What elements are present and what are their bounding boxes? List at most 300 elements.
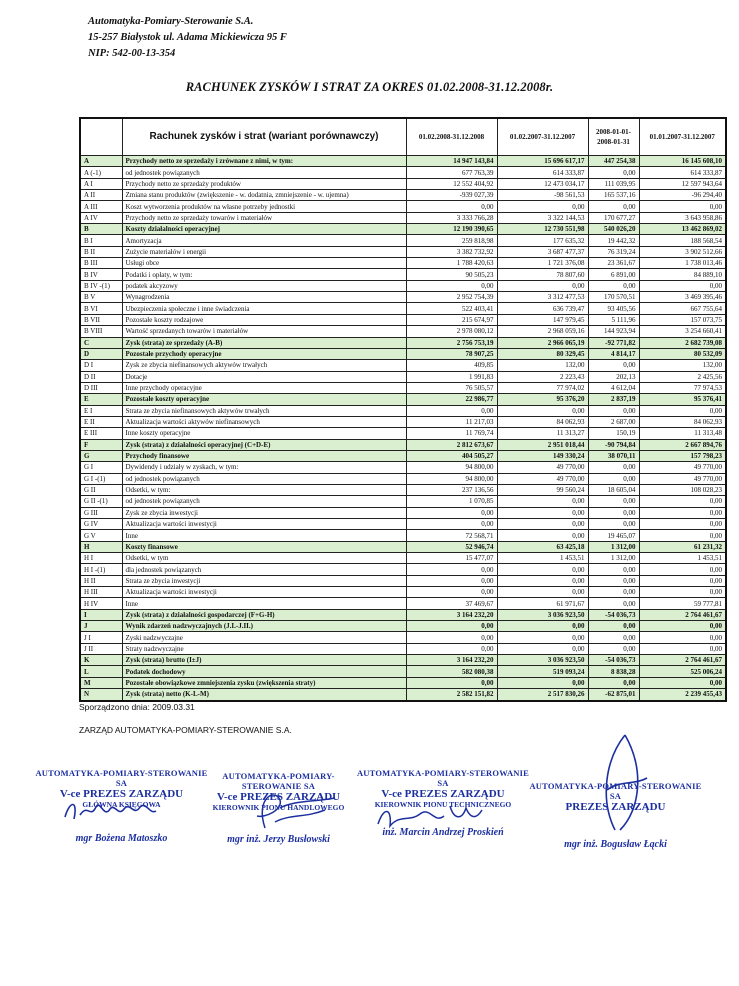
row-value-4: 12 597 943,64 xyxy=(639,178,726,189)
row-value-4: 0,00 xyxy=(639,621,726,632)
row-value-3: 0,00 xyxy=(588,564,639,575)
table-row xyxy=(80,292,726,303)
row-value-2: 0,00 xyxy=(497,575,588,586)
row-value-1: 0,00 xyxy=(406,564,497,575)
row-value-3: 23 361,67 xyxy=(588,258,639,269)
row-value-3: 93 405,56 xyxy=(588,303,639,314)
table-row xyxy=(80,553,726,564)
row-value-2: 636 739,47 xyxy=(497,303,588,314)
row-value-3: 4 814,17 xyxy=(588,348,639,359)
row-value-1: 1 070,85 xyxy=(406,496,497,507)
table-row xyxy=(80,428,726,439)
row-value-2: 0,00 xyxy=(497,405,588,416)
header-col-3: 2008-01-01- 2008-01-31 xyxy=(588,118,639,156)
row-value-4: 1 453,51 xyxy=(639,553,726,564)
row-code: E II xyxy=(80,416,122,427)
handwritten-signature-1 xyxy=(60,795,190,825)
row-value-1: 90 505,23 xyxy=(406,269,497,280)
row-value-3: 0,00 xyxy=(588,643,639,654)
row-value-4: 2 239 455,43 xyxy=(639,689,726,701)
row-value-2: 0,00 xyxy=(497,201,588,212)
row-value-3: 5 111,96 xyxy=(588,314,639,325)
row-label: Podatek dochodowy xyxy=(122,666,406,677)
row-code: D I xyxy=(80,360,122,371)
row-code: A (-1) xyxy=(80,167,122,178)
row-label: Podatki i opłaty, w tym: xyxy=(122,269,406,280)
row-value-4: 84 062,93 xyxy=(639,416,726,427)
table-row xyxy=(80,405,726,416)
row-code: M xyxy=(80,677,122,688)
row-value-4: 2 667 894,76 xyxy=(639,439,726,450)
row-value-1: 0,00 xyxy=(406,587,497,598)
row-value-1: 37 469,67 xyxy=(406,598,497,609)
row-value-2: 49 770,00 xyxy=(497,462,588,473)
row-value-2: 177 635,32 xyxy=(497,235,588,246)
row-code: J II xyxy=(80,643,122,654)
table-row xyxy=(80,643,726,654)
row-value-2: 15 696 617,17 xyxy=(497,156,588,167)
row-value-1: 2 756 753,19 xyxy=(406,337,497,348)
row-code: K xyxy=(80,655,122,666)
row-code: D xyxy=(80,348,122,359)
row-value-1: 0,00 xyxy=(406,575,497,586)
row-value-1: 94 800,00 xyxy=(406,462,497,473)
table-row xyxy=(80,246,726,257)
table-row xyxy=(80,348,726,359)
handwritten-signature-4 xyxy=(585,730,665,840)
row-code: B xyxy=(80,224,122,235)
row-code: H II xyxy=(80,575,122,586)
row-value-3: 76 319,24 xyxy=(588,246,639,257)
header-col-1: 01.02.2008-31.12.2008 xyxy=(406,118,497,156)
row-value-2: 95 376,20 xyxy=(497,394,588,405)
row-value-3: 6 891,00 xyxy=(588,269,639,280)
row-value-4: 49 770,00 xyxy=(639,462,726,473)
row-label: Straty nadzwyczajne xyxy=(122,643,406,654)
row-code: H I -(1) xyxy=(80,564,122,575)
row-value-3: 0,00 xyxy=(588,621,639,632)
row-value-1: 259 818,98 xyxy=(406,235,497,246)
handwritten-signature-2 xyxy=(235,788,345,833)
row-code: H I xyxy=(80,553,122,564)
table-row xyxy=(80,303,726,314)
row-value-3: -54 036,73 xyxy=(588,609,639,620)
row-label: Dotacje xyxy=(122,371,406,382)
row-value-1: -939 027,39 xyxy=(406,190,497,201)
row-value-4: 0,00 xyxy=(639,496,726,507)
row-value-2: 132,00 xyxy=(497,360,588,371)
row-value-4: 95 376,41 xyxy=(639,394,726,405)
table-row xyxy=(80,167,726,178)
row-code: E I xyxy=(80,405,122,416)
row-value-4: 0,00 xyxy=(639,201,726,212)
table-row xyxy=(80,507,726,518)
table-row xyxy=(80,530,726,541)
row-value-3: 0,00 xyxy=(588,405,639,416)
row-value-1: 3 164 232,20 xyxy=(406,609,497,620)
table-header-row xyxy=(80,118,726,156)
row-code: H xyxy=(80,541,122,552)
row-value-1: 0,00 xyxy=(406,280,497,291)
row-value-1: 2 812 673,67 xyxy=(406,439,497,450)
table-row xyxy=(80,382,726,393)
row-value-4: 3 254 660,41 xyxy=(639,326,726,337)
stamp-name: inż. Marcin Andrzej Proskień xyxy=(382,827,504,838)
row-label: Odsetki, w tym: xyxy=(122,484,406,495)
row-value-1: 1 991,83 xyxy=(406,371,497,382)
stamp-role: V-ce PREZES ZARZĄDU xyxy=(381,788,505,800)
row-value-3: 170 570,51 xyxy=(588,292,639,303)
row-value-2: 0,00 xyxy=(497,496,588,507)
row-code: J xyxy=(80,621,122,632)
row-label: Zysk ze zbycia niefinansowych aktywów trwałych xyxy=(122,360,406,371)
row-value-3: 144 923,94 xyxy=(588,326,639,337)
row-value-1: 582 080,38 xyxy=(406,666,497,677)
row-code: F xyxy=(80,439,122,450)
row-value-1: 78 907,25 xyxy=(406,348,497,359)
row-value-3: 0,00 xyxy=(588,201,639,212)
row-value-3: 1 312,00 xyxy=(588,541,639,552)
row-value-2: 99 560,24 xyxy=(497,484,588,495)
row-value-4: 0,00 xyxy=(639,575,726,586)
row-value-3: 165 537,16 xyxy=(588,190,639,201)
row-value-2: 84 062,93 xyxy=(497,416,588,427)
row-code: A III xyxy=(80,201,122,212)
row-value-4: 80 532,09 xyxy=(639,348,726,359)
row-value-1: 215 674,97 xyxy=(406,314,497,325)
row-value-4: 84 889,10 xyxy=(639,269,726,280)
row-code: J I xyxy=(80,632,122,643)
row-code: A I xyxy=(80,178,122,189)
row-value-4: 16 145 608,10 xyxy=(639,156,726,167)
header-title-cell: Rachunek zysków i strat (wariant porównawczy) xyxy=(122,118,406,156)
row-label: Zyski nadzwyczajne xyxy=(122,632,406,643)
row-label: od jednostek powiązanych xyxy=(122,167,406,178)
row-value-2: 0,00 xyxy=(497,587,588,598)
table-row xyxy=(80,337,726,348)
stamp-name: mgr inż. Bogusław Łącki xyxy=(564,839,667,850)
table-row xyxy=(80,677,726,688)
table-row xyxy=(80,258,726,269)
row-value-4: 108 028,23 xyxy=(639,484,726,495)
row-value-2: 77 974,02 xyxy=(497,382,588,393)
row-code: C xyxy=(80,337,122,348)
company-header xyxy=(88,14,287,62)
table-row xyxy=(80,178,726,189)
row-value-4: -96 294,40 xyxy=(639,190,726,201)
row-value-1: 11 217,03 xyxy=(406,416,497,427)
row-value-2: 0,00 xyxy=(497,507,588,518)
row-value-1: 14 947 143,84 xyxy=(406,156,497,167)
row-label: Zmiana stanu produktów (zwiększenie - w. dodatnia, zmniejszenie - w. ujemna) xyxy=(122,190,406,201)
row-value-1: 52 946,74 xyxy=(406,541,497,552)
row-value-2: 2 223,43 xyxy=(497,371,588,382)
row-label: Ubezpieczenia społeczne i inne świadczenia xyxy=(122,303,406,314)
row-value-3: 202,13 xyxy=(588,371,639,382)
row-value-1: 72 568,71 xyxy=(406,530,497,541)
row-value-1: 3 382 732,92 xyxy=(406,246,497,257)
row-code: G II xyxy=(80,484,122,495)
table-row xyxy=(80,484,726,495)
row-value-4: 59 777,81 xyxy=(639,598,726,609)
row-label: Zużycie materiałów i energii xyxy=(122,246,406,257)
row-code: I xyxy=(80,609,122,620)
company-address: 15-257 Białystok ul. Adama Mickiewicza 95 F xyxy=(88,32,287,43)
row-label: Strata ze zbycia niefinansowych aktywów trwałych xyxy=(122,405,406,416)
table-row xyxy=(80,360,726,371)
stamp-company: AUTOMATYKA-POMIARY-STEROWANIE SA xyxy=(356,768,530,788)
row-label: Koszt wytworzenia produktów na własne potrzeby jednostki xyxy=(122,201,406,212)
row-value-1: 3 333 766,28 xyxy=(406,212,497,223)
row-value-3: 0,00 xyxy=(588,280,639,291)
row-code: B VI xyxy=(80,303,122,314)
row-value-4: 61 231,32 xyxy=(639,541,726,552)
row-value-4: 0,00 xyxy=(639,587,726,598)
row-value-3: 0,00 xyxy=(588,167,639,178)
stamp-role: V-ce PREZES ZARZĄDU xyxy=(216,791,341,803)
row-code: G I xyxy=(80,462,122,473)
row-value-1: 0,00 xyxy=(406,405,497,416)
table-row xyxy=(80,394,726,405)
company-name: Automatyka-Pomiary-Sterowanie S.A. xyxy=(88,16,254,27)
row-value-3: 0,00 xyxy=(588,587,639,598)
row-label: Zysk (strata) netto (K-L-M) xyxy=(122,689,406,701)
row-code: L xyxy=(80,666,122,677)
stamp-role: PREZES ZARZĄDU xyxy=(565,801,666,813)
row-value-2: 78 807,60 xyxy=(497,269,588,280)
row-label: Zysk (strata) z działalności gospodarczej (F+G-H) xyxy=(122,609,406,620)
row-value-4: 0,00 xyxy=(639,405,726,416)
row-label: Pozostałe koszty rodzajowe xyxy=(122,314,406,325)
table-row xyxy=(80,666,726,677)
row-value-3: 0,00 xyxy=(588,598,639,609)
row-value-4: 3 469 395,46 xyxy=(639,292,726,303)
row-code: B II xyxy=(80,246,122,257)
table-row xyxy=(80,326,726,337)
row-value-2: 0,00 xyxy=(497,519,588,530)
row-value-4: 0,00 xyxy=(639,632,726,643)
row-value-4: 0,00 xyxy=(639,643,726,654)
row-code: G III xyxy=(80,507,122,518)
row-label: Inne koszty operacyjne xyxy=(122,428,406,439)
row-value-2: 2 517 830,26 xyxy=(497,689,588,701)
row-value-2: 61 971,67 xyxy=(497,598,588,609)
row-label: Zysk (strata) ze sprzedaży (A-B) xyxy=(122,337,406,348)
table-row xyxy=(80,235,726,246)
profit-loss-table xyxy=(79,117,727,702)
row-value-1: 2 952 754,39 xyxy=(406,292,497,303)
row-code: G II -(1) xyxy=(80,496,122,507)
row-label: podatek akcyzowy xyxy=(122,280,406,291)
row-value-2: 12 473 034,17 xyxy=(497,178,588,189)
row-value-1: 237 136,56 xyxy=(406,484,497,495)
document-title: RACHUNEK ZYSKÓW I STRAT ZA OKRES 01.02.2008-31.12.2008r. xyxy=(185,80,554,94)
row-code: B V xyxy=(80,292,122,303)
row-value-4: 188 568,54 xyxy=(639,235,726,246)
row-value-4: 132,00 xyxy=(639,360,726,371)
row-value-4: 2 425,56 xyxy=(639,371,726,382)
table-row xyxy=(80,190,726,201)
row-value-1: 22 986,77 xyxy=(406,394,497,405)
table-row xyxy=(80,689,726,701)
stamp-dept: GŁÓWNA KSIĘGOWA xyxy=(82,800,161,809)
row-value-3: 19 465,07 xyxy=(588,530,639,541)
row-label: od jednostek powiązanych xyxy=(122,496,406,507)
table-row xyxy=(80,439,726,450)
stamp-role: V-ce PREZES ZARZĄDU xyxy=(59,788,184,800)
row-code: G IV xyxy=(80,519,122,530)
row-value-3: -92 771,82 xyxy=(588,337,639,348)
row-value-2: 2 966 065,19 xyxy=(497,337,588,348)
row-label: Odsetki, w tym xyxy=(122,553,406,564)
header-col-2: 01.02.2007-31.12.2007 xyxy=(497,118,588,156)
row-value-2: 147 979,45 xyxy=(497,314,588,325)
row-code: A IV xyxy=(80,212,122,223)
row-value-1: 522 403,41 xyxy=(406,303,497,314)
table-row xyxy=(80,212,726,223)
row-value-3: 150,19 xyxy=(588,428,639,439)
table-row xyxy=(80,371,726,382)
row-label: Wynik zdarzeń nadzwyczajnych (J.I.-J.II.) xyxy=(122,621,406,632)
row-value-2: 3 687 477,37 xyxy=(497,246,588,257)
row-value-2: 614 333,87 xyxy=(497,167,588,178)
row-code: A II xyxy=(80,190,122,201)
row-code: A xyxy=(80,156,122,167)
row-label: dla jednostek powiązanych xyxy=(122,564,406,575)
row-value-2: 49 770,00 xyxy=(497,473,588,484)
row-value-2: 11 313,27 xyxy=(497,428,588,439)
row-code: B IV -(1) xyxy=(80,280,122,291)
row-label: Wynagrodzenia xyxy=(122,292,406,303)
stamp-dept: KIEROWNIK PIONU HANDLOWEGO xyxy=(212,803,345,812)
row-value-1: 0,00 xyxy=(406,632,497,643)
row-label: Koszty działalności operacyjnej xyxy=(122,224,406,235)
row-value-1: 0,00 xyxy=(406,643,497,654)
row-label: Przychody netto ze sprzedaży produktów xyxy=(122,178,406,189)
row-value-3: 540 026,20 xyxy=(588,224,639,235)
row-value-2: 2 968 059,16 xyxy=(497,326,588,337)
row-code: B III xyxy=(80,258,122,269)
row-value-2: 0,00 xyxy=(497,677,588,688)
row-value-1: 404 505,27 xyxy=(406,450,497,461)
row-value-3: 2 837,19 xyxy=(588,394,639,405)
row-value-3: 0,00 xyxy=(588,575,639,586)
row-label: Usługi obce xyxy=(122,258,406,269)
row-code: G V xyxy=(80,530,122,541)
row-value-2: 3 312 477,53 xyxy=(497,292,588,303)
row-value-2: 80 329,45 xyxy=(497,348,588,359)
row-label: Inne przychody operacyjne xyxy=(122,382,406,393)
row-label: Przychody netto ze sprzedaży i zrównane z nimi, w tym: xyxy=(122,156,406,167)
table-row xyxy=(80,156,726,167)
row-value-3: 38 070,11 xyxy=(588,450,639,461)
row-code: B IV xyxy=(80,269,122,280)
row-label: Koszty finansowe xyxy=(122,541,406,552)
table-row xyxy=(80,496,726,507)
row-value-2: 12 730 551,98 xyxy=(497,224,588,235)
row-value-3: 0,00 xyxy=(588,473,639,484)
row-value-3: 8 838,28 xyxy=(588,666,639,677)
row-label: Zysk (strata) z działalności operacyjnej (C+D-E) xyxy=(122,439,406,450)
row-value-2: 0,00 xyxy=(497,621,588,632)
row-value-3: 111 039,95 xyxy=(588,178,639,189)
row-value-4: 3 902 512,66 xyxy=(639,246,726,257)
row-value-3: 4 612,04 xyxy=(588,382,639,393)
row-label: od jednostek powiązanych xyxy=(122,473,406,484)
row-label: Dywidendy i udziały w zyskach, w tym: xyxy=(122,462,406,473)
row-value-2: 3 322 144,53 xyxy=(497,212,588,223)
row-value-4: 525 006,24 xyxy=(639,666,726,677)
row-value-3: 0,00 xyxy=(588,677,639,688)
row-value-2: 0,00 xyxy=(497,530,588,541)
company-nip: NIP: 542-00-13-354 xyxy=(88,48,176,59)
row-value-4: 157 798,23 xyxy=(639,450,726,461)
row-value-3: 0,00 xyxy=(588,507,639,518)
row-value-4: 0,00 xyxy=(639,564,726,575)
stamp-company: AUTOMATYKA-POMIARY-STEROWANIE SA xyxy=(35,768,208,788)
row-value-4: 0,00 xyxy=(639,280,726,291)
row-value-1: 677 763,39 xyxy=(406,167,497,178)
row-value-2: 3 036 923,50 xyxy=(497,655,588,666)
handwritten-signature-3 xyxy=(370,800,500,835)
row-value-3: 170 677,27 xyxy=(588,212,639,223)
table-row xyxy=(80,416,726,427)
row-value-3: 1 312,00 xyxy=(588,553,639,564)
row-value-4: 49 770,00 xyxy=(639,473,726,484)
row-value-1: 12 552 404,92 xyxy=(406,178,497,189)
row-value-2: 0,00 xyxy=(497,632,588,643)
stamp-dept: KIEROWNIK PIONU TECHNICZNEGO xyxy=(374,800,512,809)
row-label: Aktualizacja wartości inwestycji xyxy=(122,587,406,598)
row-value-1: 2 978 080,12 xyxy=(406,326,497,337)
row-value-1: 1 788 420,63 xyxy=(406,258,497,269)
row-value-3: 447 254,38 xyxy=(588,156,639,167)
row-value-3: 0,00 xyxy=(588,519,639,530)
prepared-date: Sporządzono dnia: 2009.03.31 xyxy=(79,702,195,712)
row-value-4: 614 333,87 xyxy=(639,167,726,178)
row-value-1: 94 800,00 xyxy=(406,473,497,484)
row-value-1: 0,00 xyxy=(406,519,497,530)
row-label: Inne xyxy=(122,530,406,541)
row-value-2: 3 036 923,50 xyxy=(497,609,588,620)
row-value-4: 2 764 461,67 xyxy=(639,655,726,666)
row-code: B VIII xyxy=(80,326,122,337)
row-value-1: 76 505,57 xyxy=(406,382,497,393)
row-value-4: 667 755,64 xyxy=(639,303,726,314)
row-value-4: 0,00 xyxy=(639,530,726,541)
row-value-2: 0,00 xyxy=(497,280,588,291)
row-value-3: -62 875,01 xyxy=(588,689,639,701)
row-label: Przychody finansowe xyxy=(122,450,406,461)
table-row xyxy=(80,564,726,575)
row-value-4: 0,00 xyxy=(639,519,726,530)
table-row xyxy=(80,314,726,325)
row-value-3: 19 442,32 xyxy=(588,235,639,246)
row-value-4: 2 682 739,08 xyxy=(639,337,726,348)
row-code: D III xyxy=(80,382,122,393)
row-value-4: 11 313,48 xyxy=(639,428,726,439)
row-value-3: 0,00 xyxy=(588,360,639,371)
table-row xyxy=(80,462,726,473)
row-label: Pozostałe obowiązkowe zmniejszenia zysku (zwiększenia straty) xyxy=(122,677,406,688)
table-row xyxy=(80,201,726,212)
row-value-2: 2 951 018,44 xyxy=(497,439,588,450)
table-row xyxy=(80,621,726,632)
table-row xyxy=(80,598,726,609)
row-label: Przychody netto ze sprzedaży towarów i materiałów xyxy=(122,212,406,223)
row-label: Pozostałe przychody operacyjne xyxy=(122,348,406,359)
row-value-1: 12 190 390,65 xyxy=(406,224,497,235)
